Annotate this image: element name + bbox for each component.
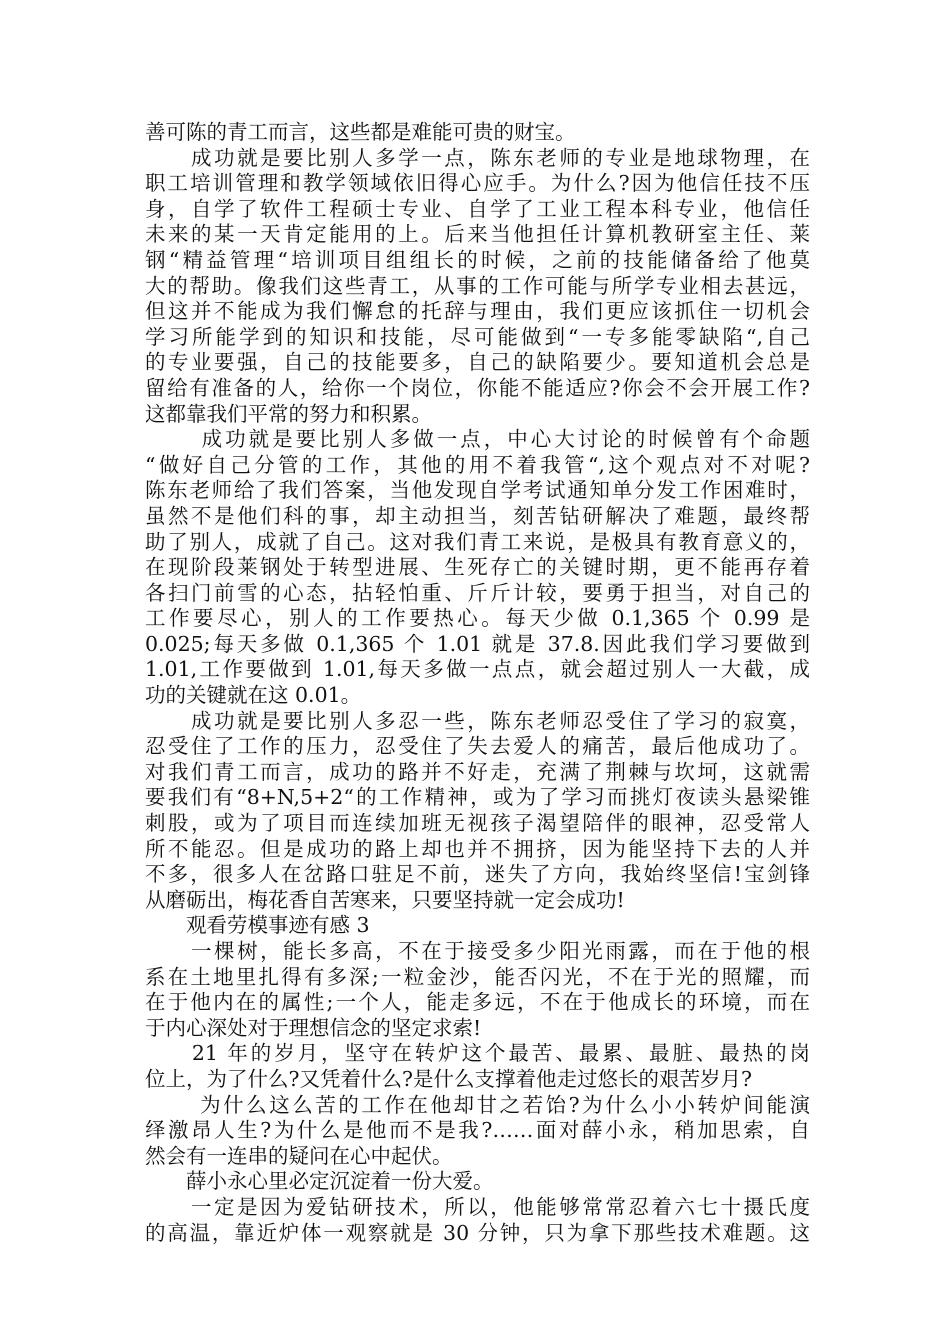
text-line: 从磨砺出，梅花香自苦寒来，只要坚持就一定会成功!	[145, 887, 625, 912]
text-line: 对我们青工而言，成功的路并不好走，充满了荆棘与坎坷，这就需	[145, 759, 810, 784]
text-line: 但这并不能成为我们懈怠的托辞与理由，我们更应该抓住一切机会	[145, 299, 810, 324]
text-line: 要我们有“8+N,5+2“的工作精神，或为了学习而挑灯夜读头悬梁锥	[145, 785, 810, 810]
text-line: 功的关键就在这 0.01。	[145, 683, 362, 708]
text-line: 善可陈的青工而言，这些都是难能可贵的财宝。	[145, 120, 576, 144]
text-line: 不多，很多人在岔路口驻足不前，迷失了方向，我始终坚信!宝剑锋	[145, 862, 810, 887]
text-line: 位上，为了什么?又凭着什么?是什么支撑着他走过悠长的艰苦岁月?	[145, 1066, 752, 1091]
text-line: 学习所能学到的知识和技能，尽可能做到“一专多能零缺陷“,自己	[145, 324, 810, 349]
text-line: 为什么这么苦的工作在他却甘之若饴?为什么小小转炉间能演	[145, 1092, 810, 1117]
text-line: 身，自学了软件工程硕士专业、自学了工业工程本科专业，他信任	[145, 196, 810, 221]
text-line: 成功就是要比别人多学一点，陈东老师的专业是地球物理，在	[145, 145, 810, 170]
text-line: 于内心深处对于理想信念的坚定求索!	[145, 1015, 482, 1040]
text-line: 1.01,工作要做到 1.01,每天多做一点点，就会超过别人一大截，成	[145, 657, 810, 682]
text-line: 所不能忍。但是成功的路上却也并不拥挤，因为能坚持下去的人并	[145, 836, 810, 861]
text-line: 工作要尽心，别人的工作要热心。每天少做 0.1,365 个 0.99 是	[145, 606, 810, 631]
text-line: 然会有一连串的疑问在心中起伏。	[145, 1143, 453, 1168]
text-line: 系在土地里扎得有多深;一粒金沙，能否闪光，不在于光的照耀，而	[145, 964, 810, 989]
text-line: 薛小永心里必定沉淀着一份大爱。	[145, 1169, 494, 1194]
text-line: 刺股，或为了项目而连续加班无视孩子渴望陪伴的眼神，忍受常人	[145, 811, 810, 836]
text-line: 各扫门前雪的心态，拈轻怕重、斤斤计较，要勇于担当，对自己的	[145, 580, 810, 605]
text-line: 一棵树，能长多高，不在于接受多少阳光雨露，而在于他的根	[145, 939, 810, 963]
text-line: 0.025;每天多做 0.1,365 个 1.01 就是 37.8.因此我们学习要做到	[145, 631, 810, 656]
body-text	[145, 120, 810, 1246]
text-line: 留给有准备的人，给你一个岗位，你能不能适应?你会不会开展工作?	[145, 375, 810, 400]
text-line: 成功就是要比别人多忍一些，陈东老师忍受住了学习的寂寞，	[145, 708, 810, 733]
text-line: 忍受住了工作的压力，忍受住了失去爱人的痛苦，最后他成功了。	[145, 734, 810, 759]
text-line: 职工培训管理和教学领域依旧得心应手。为什么?因为他信任技不压	[145, 171, 810, 196]
text-line: “做好自己分管的工作，其他的用不着我管“,这个观点对不对呢?	[145, 452, 810, 477]
text-line: 钢“精益管理“培训项目组组长的时候，之前的技能储备给了他莫	[145, 247, 810, 272]
text-line: 的高温，靠近炉体一观察就是 30 分钟，只为拿下那些技术难题。这	[145, 1220, 810, 1245]
text-line: 观看劳模事迹有感 3	[145, 913, 370, 938]
text-line: 未来的某一天肯定能用的上。后来当他担任计算机教研室主任、莱	[145, 222, 810, 247]
text-line: 成功就是要比别人多做一点，中心大讨论的时候曾有个命题	[145, 427, 810, 452]
text-line: 助了别人，成就了自己。这对我们青工来说，是极具有教育意义的，	[145, 529, 810, 554]
text-line: 虽然不是他们科的事，却主动担当，刻苦钻研解决了难题，最终帮	[145, 503, 810, 528]
text-line: 绎激昂人生?为什么是他而不是我?……面对薛小永，稍加思索，自	[145, 1118, 810, 1143]
text-line: 的专业要强，自己的技能要多，自己的缺陷要少。要知道机会总是	[145, 350, 810, 375]
text-line: 一定是因为爱钻研技术，所以，他能够常常忍着六七十摄氏度	[145, 1194, 810, 1219]
text-line: 21 年的岁月，坚守在转炉这个最苦、最累、最脏、最热的岗	[145, 1041, 810, 1066]
text-line: 陈东老师给了我们答案，当他发现自学考试通知单分发工作困难时，	[145, 478, 810, 503]
text-line: 在于他内在的属性;一个人，能走多远，不在于他成长的环境，而在	[145, 990, 810, 1015]
text-line: 在现阶段莱钢处于转型进展、生死存亡的关键时期，更不能再存着	[145, 555, 810, 580]
text-line: 大的帮助。像我们这些青工，从事的工作可能与所学专业相去甚远，	[145, 273, 810, 298]
text-line: 这都靠我们平常的努力和积累。	[145, 401, 432, 426]
